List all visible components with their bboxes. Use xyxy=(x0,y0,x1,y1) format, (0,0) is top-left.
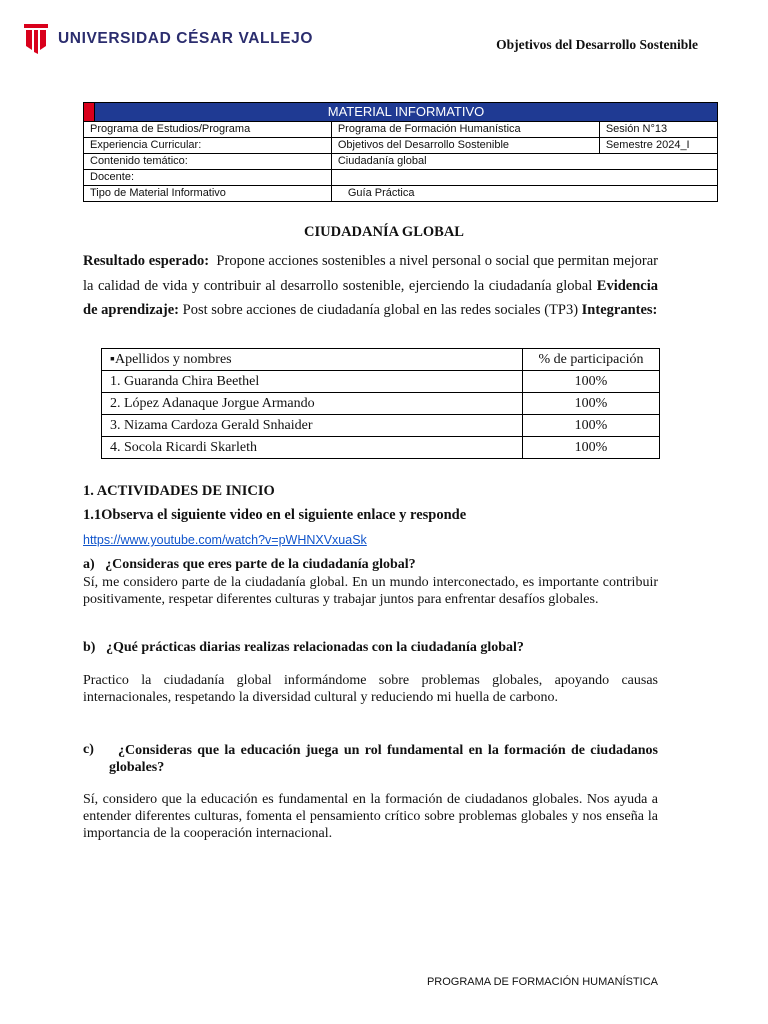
member-name: 4. Socola Ricardi Skarleth xyxy=(102,437,523,459)
question-b: b) ¿Qué prácticas diarias realizas relacionadas con la ciudadanía global? xyxy=(83,640,524,655)
info-table xyxy=(83,102,718,202)
video-link[interactable]: https://www.youtube.com/watch?v=pWHNXVxuaSk xyxy=(83,533,367,547)
member-name: 1. Guaranda Chira Beethel xyxy=(102,371,523,393)
member-name: 3. Nizama Cardoza Gerald Snhaider xyxy=(102,415,523,437)
member-name: 2. López Adanaque Jorgue Armando xyxy=(102,393,523,415)
members-label: Integrantes: xyxy=(581,302,658,318)
answer-c: Sí, considero que la educación es fundamental en la formación de ciudadanos globales. Nos ayuda a entender diferentes culturas, fomenta el pensamiento crítico sobre problemas globales y nos enseña la importancia de la cooperación internacional. xyxy=(83,792,658,841)
video-link-row xyxy=(83,532,658,549)
red-marker xyxy=(84,103,95,122)
evidence-text: Post sobre acciones de ciudadanía global en las redes sociales (TP3) xyxy=(182,302,579,318)
table-row xyxy=(102,437,660,459)
table-row xyxy=(102,371,660,393)
university-logo xyxy=(22,22,313,56)
teacher-label: Docente: xyxy=(84,170,332,186)
content-value: Ciudadanía global xyxy=(331,154,717,170)
member-pct: 100% xyxy=(523,393,660,415)
question-a: a) ¿Consideras que eres parte de la ciudadanía global? xyxy=(83,557,416,572)
result-text: Propone acciones sostenibles a nivel personal o social que permitan mejorar la calidad de vida y contribuir al desarrollo sostenible, ejerciendo la ciudadanía global xyxy=(83,253,659,294)
experience-label: Experiencia Curricular: xyxy=(84,138,332,154)
member-pct: 100% xyxy=(523,415,660,437)
teacher-value xyxy=(331,170,717,186)
content-label: Contenido temático: xyxy=(84,154,332,170)
type-label: Tipo de Material Informativo xyxy=(84,186,332,202)
intro-paragraph xyxy=(83,249,658,323)
result-label: Resultado esperado: xyxy=(83,253,210,269)
section-subtitle: 1.1Observa el siguiente video en el siguiente enlace y responde xyxy=(83,507,467,523)
experience-value: Objetivos del Desarrollo Sostenible xyxy=(331,138,599,154)
university-name: UNIVERSIDAD CÉSAR VALLEJO xyxy=(58,30,313,47)
main-heading: CIUDADANÍA GLOBAL xyxy=(304,224,464,240)
info-table-title: MATERIAL INFORMATIVO xyxy=(95,103,718,122)
members-header-name: ▪Apellidos y nombres xyxy=(102,349,523,371)
member-pct: 100% xyxy=(523,371,660,393)
program-value: Programa de Formación Humanística xyxy=(331,122,599,138)
section-title: 1. ACTIVIDADES DE INICIO xyxy=(83,483,275,499)
members-header-row xyxy=(102,349,660,371)
type-value: Guía Práctica xyxy=(331,186,717,202)
footer-program: PROGRAMA DE FORMACIÓN HUMANÍSTICA xyxy=(426,976,658,988)
evidence-label: Evidencia de aprendizaje: xyxy=(83,277,659,318)
member-pct: 100% xyxy=(523,437,660,459)
answer-a: Sí, me considero parte de la ciudadanía global. En un mundo interconectado, es importante contribuir positivamente, respetar diferentes culturas y trabajar juntos para enfrentar desafíos globales. xyxy=(83,575,658,607)
course-title-header: Objetivos del Desarrollo Sostenible xyxy=(496,37,698,52)
ucv-crest-icon xyxy=(22,22,50,56)
semester-value: Semestre 2024_I xyxy=(599,138,717,154)
answer-b: Practico la ciudadanía global informándome sobre problemas globales, apoyando causas internacionales, respetando la diversidad cultural y reduciendo mi huella de carbono. xyxy=(83,673,658,705)
members-table xyxy=(101,348,660,459)
session-value: Sesión N°13 xyxy=(599,122,717,138)
members-header-pct: % de participación xyxy=(523,349,660,371)
table-row xyxy=(102,393,660,415)
program-label: Programa de Estudios/Programa xyxy=(84,122,332,138)
question-c: c) ¿Consideras que la educación juega un rol fundamental en la formación de ciudadanos globales? xyxy=(83,742,658,775)
table-row xyxy=(102,415,660,437)
